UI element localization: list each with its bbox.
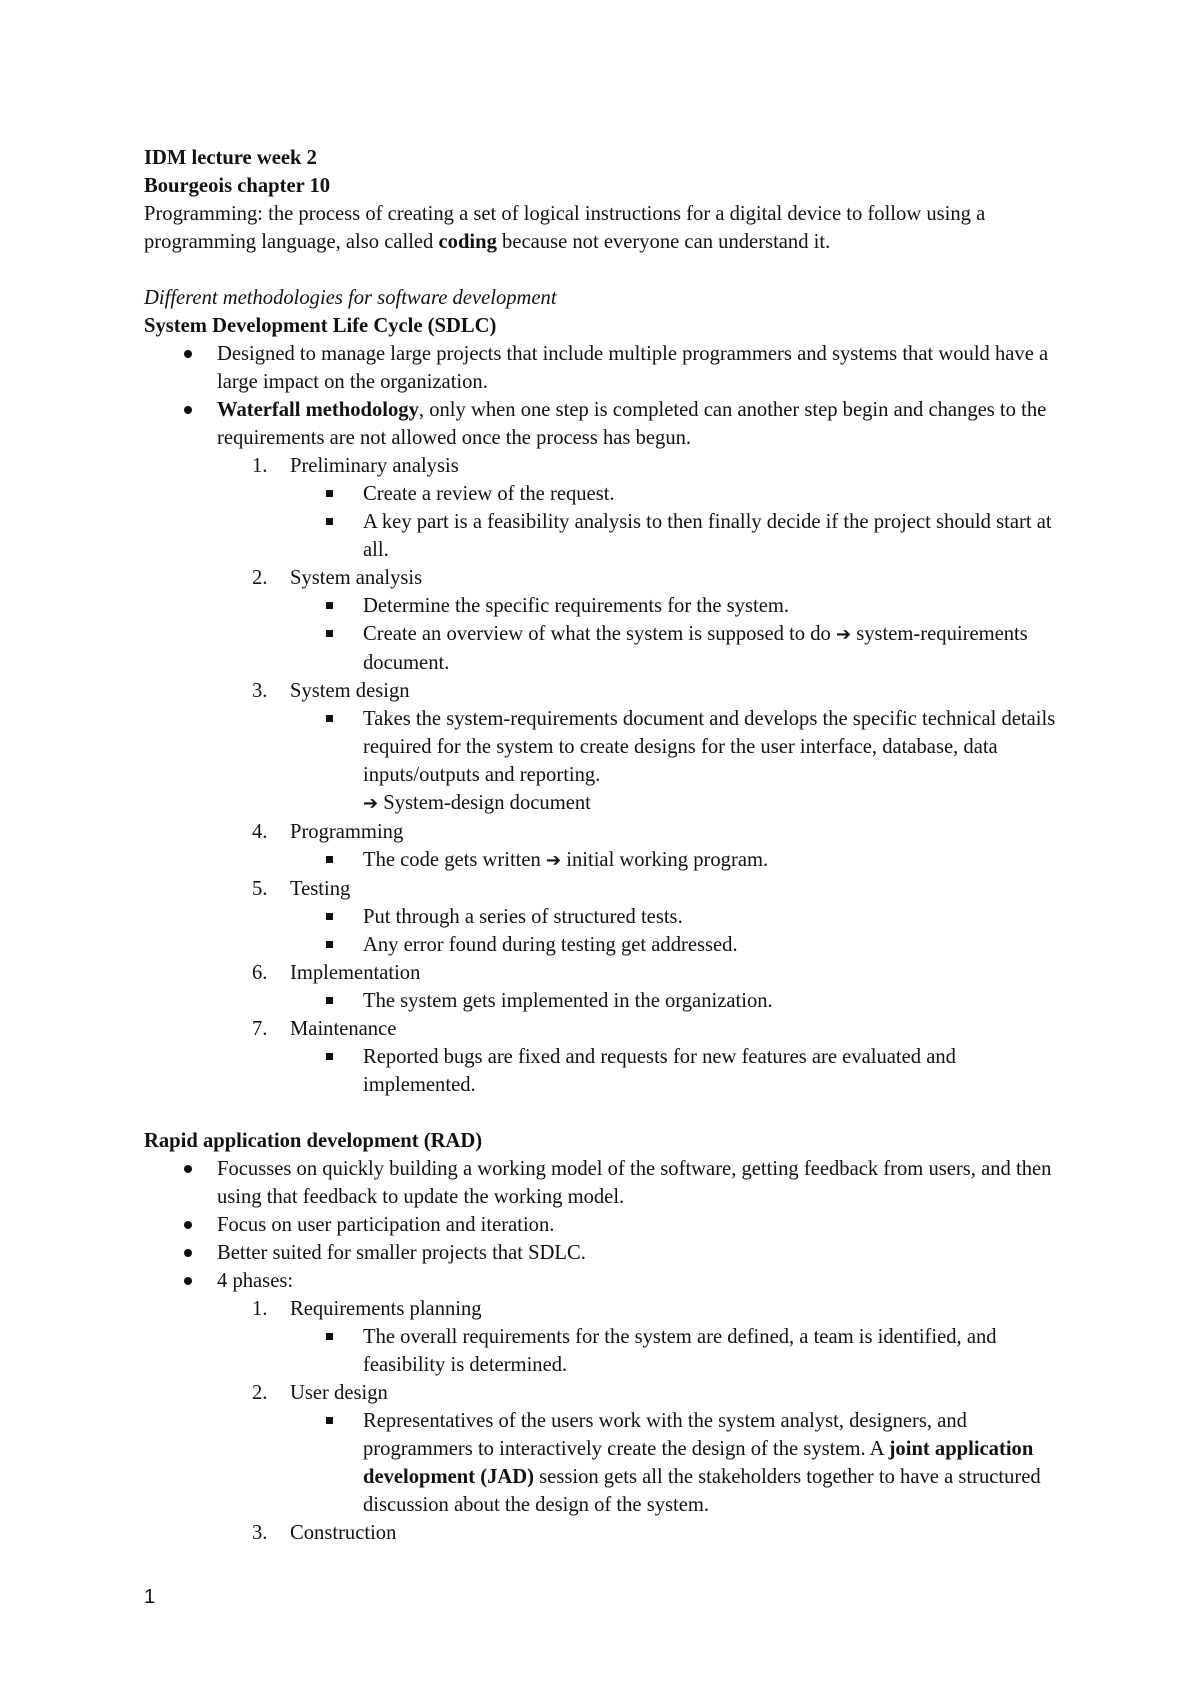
- sdlc-step-4-point-1: The code gets written ➔ initial working program.: [363, 849, 769, 871]
- sdlc-step-6-point-1: The system gets implemented in the organization.: [363, 990, 773, 1012]
- step-label: Implementation: [290, 962, 421, 984]
- intro-text-post: because not everyone can understand it.: [496, 231, 831, 253]
- step-label: Requirements planning: [290, 1298, 482, 1320]
- sdlc-step-5-point-1: Put through a series of structured tests.: [363, 906, 683, 928]
- step-label: Construction: [290, 1522, 397, 1544]
- waterfall-term: Waterfall methodology: [217, 399, 419, 421]
- step-number: 2.: [252, 1382, 268, 1404]
- sdlc-step-7-point-1: Reported bugs are fixed and requests for new features are evaluated and implemented.: [363, 1046, 956, 1096]
- sdlc-step-1-point-1: Create a review of the request.: [363, 483, 615, 505]
- doc-title: IDM lecture week 2: [144, 147, 317, 169]
- right-arrow-icon: ➔: [546, 850, 562, 871]
- rad-heading: Rapid application development (RAD): [144, 1130, 483, 1152]
- rad-phase-1-point-1: The overall requirements for the system are defined, a team is identified, and feasibility is determined.: [363, 1326, 997, 1376]
- sdlc-bullet-2: Waterfall methodology, only when one step is completed can another step begin and changes to the requirements are not allowed once the process has begun.: [217, 399, 1047, 449]
- step-number: 4.: [252, 821, 268, 843]
- sdlc-step-2-point-2: Create an overview of what the system is supposed to do ➔ system-requirements document.: [363, 623, 1028, 674]
- sdlc-step-6: [144, 959, 1064, 987]
- rad-bullet-4: 4 phases:: [217, 1270, 294, 1292]
- step-number: 1.: [252, 455, 268, 477]
- step-number: 6.: [252, 962, 268, 984]
- intro-term-coding: coding: [438, 231, 497, 253]
- sdlc-step-1-point-2: A key part is a feasibility analysis to then finally decide if the project should start at all.: [363, 511, 1052, 561]
- sdlc-step-4: [144, 818, 1064, 846]
- step-label: System design: [290, 680, 410, 702]
- step-number: 5.: [252, 878, 268, 900]
- right-arrow-icon: ➔: [363, 793, 379, 814]
- methodologies-heading: Different methodologies for software development: [144, 287, 557, 309]
- step-label: Maintenance: [290, 1018, 397, 1040]
- sdlc-step-5: [144, 875, 1064, 903]
- jad-term: joint application development (JAD): [363, 1438, 1034, 1488]
- step-label: Testing: [290, 878, 351, 900]
- intro-text-pre: Programming: the process of creating a set of logical instructions for a digital device to follow using a programming language, also called: [144, 203, 986, 253]
- sdlc-step-7: [144, 1015, 1064, 1043]
- sdlc-step-2-point-1: Determine the specific requirements for the system.: [363, 595, 790, 617]
- sdlc-step-3-arrow-line: ➔ System-design document: [363, 792, 591, 814]
- rad-bullet-3: Better suited for smaller projects that SDLC.: [217, 1242, 586, 1264]
- step-number: 3.: [252, 680, 268, 702]
- right-arrow-icon: ➔: [835, 624, 852, 645]
- step-label: System analysis: [290, 567, 423, 589]
- rad-phase-2: [144, 1379, 1064, 1407]
- rad-phase-3: [144, 1519, 1064, 1547]
- spacer: [144, 1099, 1064, 1127]
- sdlc-heading: System Development Life Cycle (SDLC): [144, 315, 497, 337]
- intro-paragraph: [144, 200, 1064, 256]
- step-label: Programming: [290, 821, 404, 843]
- spacer: [144, 256, 1064, 284]
- sdlc-step-3-point-1: Takes the system-requirements document and develops the specific technical details required for the system to create designs for the user interface, database, data inputs/outputs and reporting.: [363, 708, 1056, 786]
- step-label: User design: [290, 1382, 388, 1404]
- rad-phase-1: [144, 1295, 1064, 1323]
- sdlc-bullet-1: Designed to manage large projects that include multiple programmers and systems that would have a large impact on the organization.: [217, 343, 1049, 393]
- step-number: 1.: [252, 1298, 268, 1320]
- page-number: 1: [144, 1586, 156, 1608]
- document-body: [144, 144, 1064, 1547]
- step-label: Preliminary analysis: [290, 455, 459, 477]
- doc-subtitle: Bourgeois chapter 10: [144, 175, 331, 197]
- rad-bullet-1: Focusses on quickly building a working model of the software, getting feedback from users, and then using that feedback to update the working model.: [217, 1158, 1052, 1208]
- rad-bullet-2: Focus on user participation and iteration.: [217, 1214, 555, 1236]
- rad-phase-2-point-1: Representatives of the users work with the system analyst, designers, and programmers to interactively create the design of the system. A joint application development (JAD) session gets all the stakeholders together to have a structured discussion about the design of the system.: [363, 1410, 1041, 1516]
- sdlc-step-3: [144, 677, 1064, 705]
- step-number: 2.: [252, 567, 268, 589]
- sdlc-step-5-point-2: Any error found during testing get addressed.: [363, 934, 738, 956]
- sdlc-step-1: [144, 452, 1064, 480]
- sdlc-step-2: [144, 564, 1064, 592]
- step-number: 7.: [252, 1018, 268, 1040]
- step-number: 3.: [252, 1522, 268, 1544]
